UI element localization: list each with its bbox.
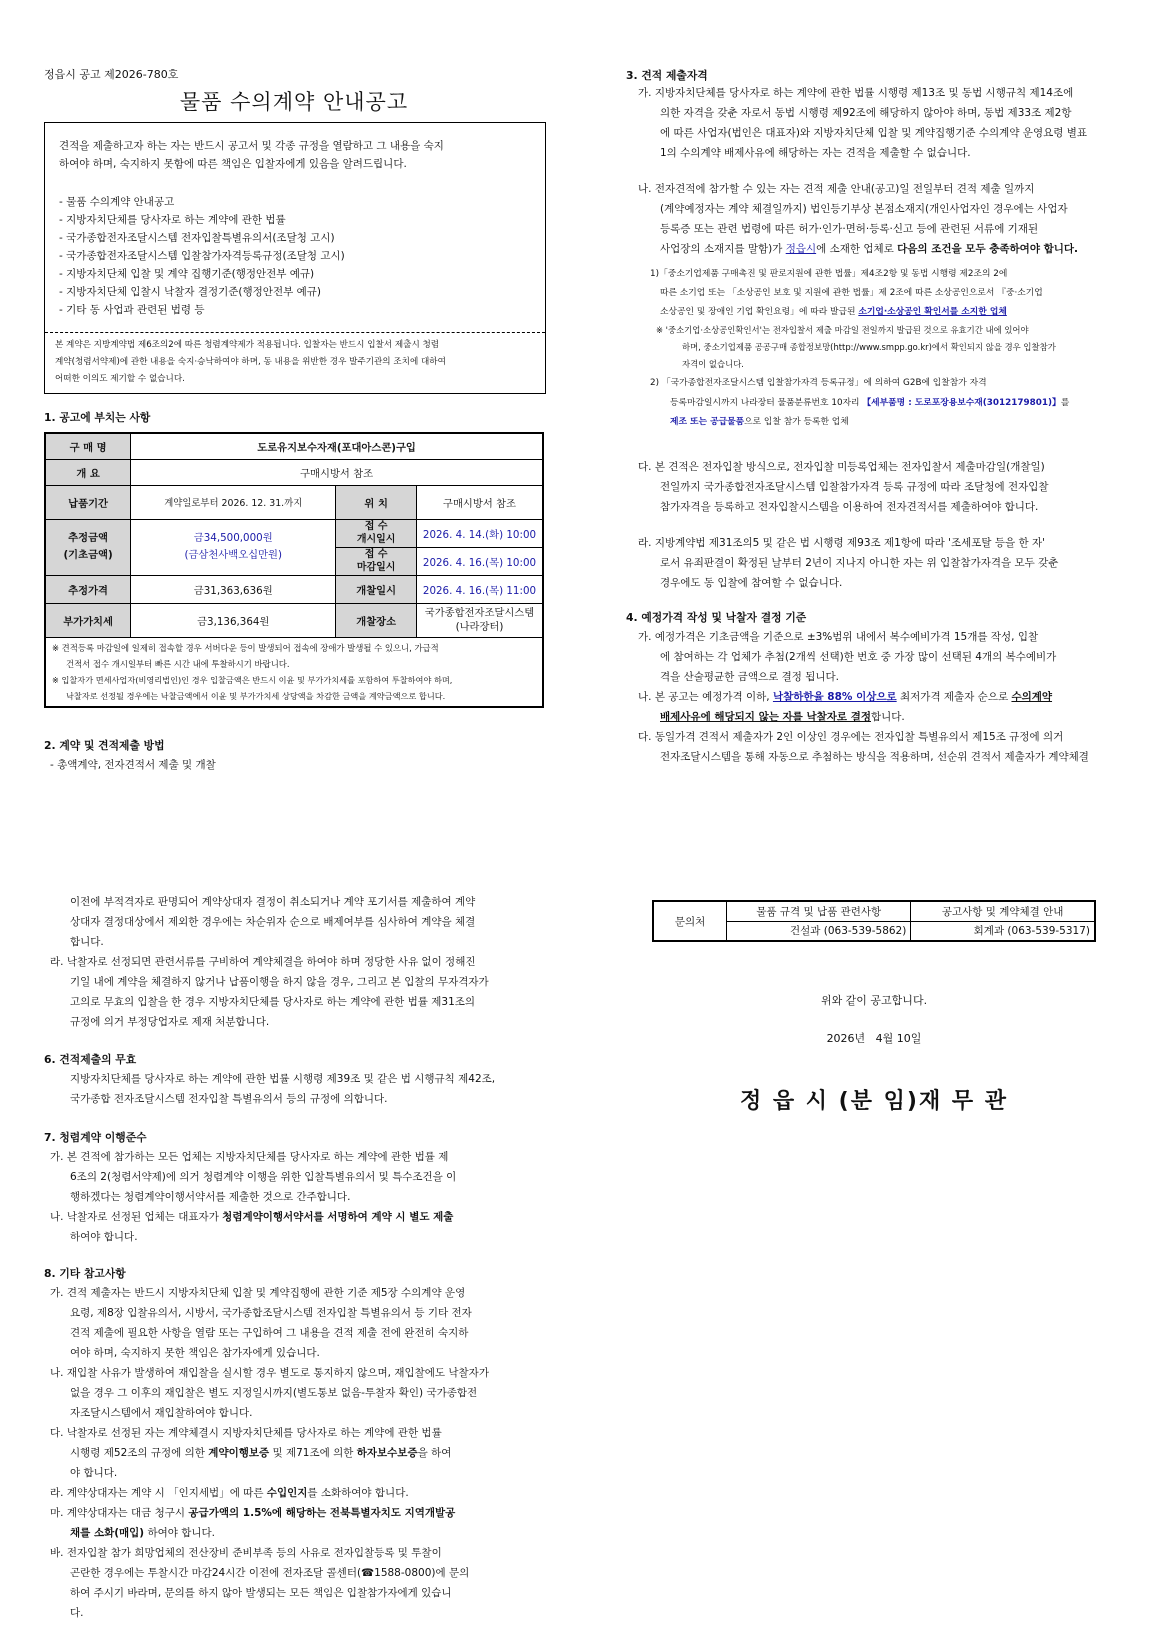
section-8-line: 곤란한 경우에는 투찰시간 마감24시간 이전에 전자조달 콜센터(☎1588-0800)에 문의 [70, 1567, 470, 1579]
opening-date: 2026. 4. 16.(목) 11:00 [416, 575, 543, 603]
text: 하여야 합니다. [144, 1527, 215, 1539]
location: 구매시방서 참조 [416, 485, 543, 519]
dashed-divider [45, 332, 545, 333]
contact-table [652, 900, 1096, 942]
estimated-price: 금31,363,636원 [131, 575, 336, 603]
section-3-line: 참가자격을 등록하고 전자입찰시스템을 이용하여 전자견적서를 제출하여야 합니다. [660, 501, 1039, 513]
section-6-line: 지방자치단체를 당사자로 하는 계약에 관한 법률 시행령 제39조 및 같은 법 시행규칙 제42조, [70, 1073, 496, 1085]
section-7-heading: 7. 청렴계약 이행준수 [44, 1131, 147, 1144]
overview: 구매시방서 참조 [131, 459, 543, 485]
contact-header: 물품 규격 및 납품 관련사항 [727, 901, 911, 921]
section-3-heading: 3. 견적 제출자격 [626, 69, 708, 82]
integrity-note: 어떠한 이의도 제기할 수 없습니다. [55, 374, 185, 384]
text: 라. 계약상대자는 계약 시 「인지세법」에 따른 [50, 1487, 267, 1499]
section-3-line: 나. 전자견적에 참가할 수 있는 자는 견적 제출 안내(공고)일 전일부터 견적 제출 일까지 [638, 183, 1035, 195]
section-7-line: 가. 본 견적에 참가하는 모든 업체는 지방자치단체를 당사자로 하는 계약에 관한 법률 제 [50, 1151, 449, 1163]
law-list-item: - 기타 동 사업과 관련된 법령 등 [59, 304, 205, 316]
label-vat: 부가가치세 [45, 603, 131, 637]
section-3-line: 에 따른 사업자(법인은 대표자)와 지방자치단체 입찰 및 계약집행기준 수의계약 운영요령 별표 [660, 127, 1088, 139]
label-purchase-name: 구 매 명 [45, 433, 131, 459]
bold-text: 공급가액의 1.5%에 해당하는 전북특별자치도 지역개발공 [188, 1507, 456, 1519]
text: 및 제71조에 의한 [269, 1447, 357, 1459]
note-line: 낙찰자로 선정될 경우에는 낙찰금액에서 이윤 및 부가가치세 상당액을 차감한 금액을 계약금액으로 합니다. [66, 690, 446, 701]
cont-ra-line: 규정에 의거 부정당업자로 제재 처분합니다. [70, 1016, 270, 1028]
highlight-text: 낙찰하한율 88% 이상으로 [772, 691, 897, 703]
estimated-amount [131, 519, 336, 575]
contact-header: 공고사항 및 계약체결 안내 [911, 901, 1095, 921]
bold-text: 청렴계약이행서약서를 서명하여 계약 시 별도 제출 [222, 1211, 454, 1223]
note-line: ※ 입찰자가 면세사업자(비영리법인)인 경우 입찰금액은 반드시 이윤 및 부가가치세를 포함하여 투찰하여야 하며, [52, 674, 453, 685]
law-list-item: - 물품 수의계약 안내공고 [59, 196, 175, 208]
intro-line: 견적을 제출하고자 하는 자는 반드시 공고서 및 각종 규정을 열람하고 그 내용을 숙지 [59, 140, 444, 152]
label-submission-open: 접 수 개시일시 [336, 519, 417, 547]
bold-text: 계약이행보증 [208, 1447, 270, 1459]
cont-ra-line: 라. 낙찰자로 선정되면 관련서류를 구비하여 계약체결을 하여야 하며 정당한 사유 없이 정해진 [50, 956, 476, 968]
condition-2-line3 [670, 414, 849, 431]
label-opening-place: 개찰장소 [336, 603, 417, 637]
section-8-line: 견적 제출에 필요한 사항을 열람 또는 구입하여 그 내용을 견적 제출 전에 완전히 숙지하 [70, 1327, 469, 1339]
note-line: 건적서 접수 개시일부터 빠른 시간 내에 투찰하시기 바랍니다. [66, 658, 290, 669]
section-6-heading: 6. 견적제출의 무효 [44, 1053, 137, 1066]
bold-text: 다음의 조건을 모두 충족하여야 합니다. [897, 243, 1079, 255]
section-8-line: 다. [70, 1607, 84, 1619]
highlight-text: 소기업·소상공인 확인서를 소지한 업체 [858, 307, 1007, 317]
section-4-line: 전자조달시스템을 통해 자동으로 추첨하는 방식을 적용하며, 선순위 견적서 제출자가 계약체결 [660, 751, 1089, 763]
condition-1-line: 따른 소기업 또는 「소상공인 보호 및 지원에 관한 법률」제 2조에 따른 소상공인으로서 『중·소기업 [660, 288, 1043, 298]
section-3-line: 라. 지방계약법 제31조의5 및 같은 법 시행령 제93조 제1항에 따라 '조세포탈 등을 한 자' [638, 537, 1046, 549]
section-8-line: 요령, 제8장 입찰유의서, 시방서, 국가종합조달시스템 전자입찰 특별유의서 등 기타 전자 [70, 1307, 472, 1319]
table-notes [45, 637, 543, 707]
text: 시행령 제52조의 규정에 의한 [70, 1447, 209, 1459]
label-estimated-price: 추정가격 [45, 575, 131, 603]
section-8-line: 가. 견적 제출자는 반드시 지방자치단체 입찰 및 계약집행에 관한 기준 제5장 수의계약 운영 [50, 1287, 466, 1299]
text: 마. 계약상대자는 대금 청구시 [50, 1507, 189, 1519]
condition-1-note: 하며, 중소기업제품 공공구매 종합정보망(http://www.smpp.go.kr)에서 확인되지 않을 경우 입찰참가 [682, 342, 1056, 352]
section-4-heading: 4. 예정가격 작성 및 낙찰자 결정 기준 [626, 611, 807, 624]
contact-value: 건설과 (063-539-5862) [727, 921, 911, 941]
text: 를 [1060, 398, 1070, 408]
page-title: 물품 수의계약 안내공고 [179, 90, 409, 114]
bold-text: 수입인지 [266, 1487, 308, 1499]
text: 나. 낙찰자로 선정된 업체는 대표자가 [50, 1211, 223, 1223]
condition-1-line: 1)「중소기업제품 구매촉진 및 판로지원에 관한 법률」제4조2항 및 동법 시행령 제2조의 2에 [650, 269, 1008, 279]
highlight-text: 【세부품명 : 도로포장용보수재(3012179801)】 [862, 398, 1061, 408]
submission-open: 2026. 4. 14.(화) 10:00 [416, 519, 543, 547]
section-8-line: 여야 하며, 숙지하지 못한 책임은 참가자에게 있습니다. [70, 1347, 320, 1359]
section-4-na2 [660, 708, 905, 727]
section-2-heading: 2. 계약 및 견적제출 방법 [44, 739, 165, 752]
text: 최저가격 제출자 순으로 [896, 691, 1012, 703]
bold-text: 채를 소화(매입) [70, 1527, 145, 1539]
label-opening-date: 개찰일시 [336, 575, 417, 603]
label-estimated-amount [45, 519, 131, 575]
cont-ra-line: 기일 내에 계약을 체결하지 않거나 납품이행을 하지 않을 경우, 그리고 본 입찰의 무자격자가 [70, 976, 489, 988]
intro-line: 하여야 하며, 숙지하지 못함에 따른 책임은 입찰자에게 있음을 알려드립니다. [59, 158, 407, 170]
section-8-heading: 8. 기타 참고사항 [44, 1267, 126, 1280]
condition-1-line3 [660, 304, 1007, 321]
estimated-amount-number: 금34,500,000원 [193, 532, 273, 544]
notice-number: 정읍시 공고 제2026-780호 [44, 68, 179, 81]
city-name: 정읍시 [785, 243, 817, 255]
contact-value: 회계과 (063-539-5317) [911, 921, 1095, 941]
section-4-line: 가. 예정가격은 기초금액을 기준으로 ±3%범위 내에서 복수예비가격 15개를 작성, 입찰 [638, 631, 1039, 643]
section-3-line: 로서 유죄판결이 확정된 날부터 2년이 지나지 아니한 자는 위 입찰참가자격을 모두 갖춘 [660, 557, 1059, 569]
estimated-amount-korean: (금삼천사백오십만원) [184, 549, 283, 561]
section-3-line: 가. 지방자치단체를 당사자로 하는 계약에 관한 법률 시행령 제13조 및 동법 시행규칙 제14조에 [638, 87, 1074, 99]
cont-line: 합니다. [70, 936, 104, 948]
section-7-na [50, 1208, 453, 1227]
section-3-line: 다. 본 견적은 전자입찰 방식으로, 전자입찰 미등록업체는 전자입찰서 제출마감일(개찰일) [638, 461, 1045, 473]
section-8-line: 하여 주시기 바라며, 문의를 하지 않아 발생되는 모든 책임은 입찰참가자에게 있습니 [70, 1587, 452, 1599]
law-list-item: - 국가종합전자조달시스템 입찰참가자격등록규정(조달청 고시) [59, 250, 345, 262]
section-3-line: 전일까지 국가종합전자조달시스템 입찰참가자격 등록 규정에 따라 조달청에 전자입찰 [660, 481, 1049, 493]
condition-1-note: 자격이 없습니다. [682, 359, 744, 369]
text: 등록마감일시까지 나라장터 물품분류번호 10자리 [670, 398, 863, 408]
bold-text: 하자보수보증 [356, 1447, 418, 1459]
delivery-period: 계약일로부터 2026. 12. 31.까지 [131, 485, 336, 519]
label-estimated-amount-2: (기초금액) [63, 549, 113, 561]
law-list-item: - 국가종합전자조달시스템 전자입찰특별유의서(조달청 고시) [59, 232, 335, 244]
section-8-ra [50, 1484, 409, 1503]
law-list-item: - 지방자치단체 입찰시 낙찰자 결정기준(행정안전부 예규) [59, 286, 321, 298]
text: 으로 입찰 참가 등록한 업체 [744, 417, 849, 427]
vat: 금3,136,364원 [131, 603, 336, 637]
label-delivery-period: 납품기간 [45, 485, 131, 519]
issue-date: 2026년 4월 10일 [826, 1032, 922, 1045]
text: 사업장의 소재지를 말함)가 [660, 243, 786, 255]
text: 를 소화하여야 합니다. [307, 1487, 409, 1499]
label-estimated-amount-1: 추정금액 [68, 532, 108, 544]
law-list-item: - 지방자치단체 입찰 및 계약 집행기준(행정안전부 예규) [59, 268, 315, 280]
condition-2-line: 2) 「국가종합전자조달시스템 입찰참가자격 등록규정」에 의하여 G2B에 입찰참가 자격 [650, 378, 987, 388]
label-location: 위 치 [336, 485, 417, 519]
section-6-line: 국가종합 전자조달시스템 전자입찰 특별유의서 등의 규정에 의합니다. [70, 1093, 388, 1105]
law-list-item: - 지방자치단체를 당사자로 하는 계약에 관한 법률 [59, 214, 286, 226]
section-8-ma [50, 1504, 455, 1523]
closing-text: 위와 같이 공고합니다. [820, 994, 928, 1007]
purchase-name: 도로유지보수자재(포대아스콘)구입 [131, 433, 543, 459]
section-8-ma2 [70, 1524, 215, 1543]
section-3-line: (계약예정자는 계약 체결일까지) 법인등기부상 본점소재지(개인사업자인 경우에는 사업자 [660, 203, 1068, 215]
section-8-line: 바. 전자입찰 참가 희망업체의 전산장비 준비부족 등의 사유로 전자입찰등록 및 투찰이 [50, 1547, 442, 1559]
section-3-line: 1의 수의계약 배제사유에 해당하는 자는 견적을 제출할 수 없습니다. [660, 147, 971, 159]
section-8-line: 나. 재입찰 사유가 발생하여 재입찰을 실시할 경우 별도로 통지하지 않으며, 재입찰에도 낙찰자가 [50, 1367, 489, 1379]
text: 에 소재한 업체로 [816, 243, 898, 255]
text: 나. 본 공고는 예정가격 이하, [638, 691, 773, 703]
section-4-line: 격을 산술평균한 금액으로 결정 됩니다. [660, 671, 839, 683]
section-7-line: 하여야 합니다. [70, 1231, 138, 1243]
submission-close: 2026. 4. 16.(목) 10:00 [416, 547, 543, 575]
section-8-line: 야 합니다. [70, 1467, 118, 1479]
text: 합니다. [871, 711, 905, 723]
contact-label: 문의처 [653, 901, 727, 941]
section-3-line: 의한 자격을 갖춘 자로서 동법 시행령 제92조에 해당하지 않아야 하며, 동법 제33조 제2항 [660, 107, 1072, 119]
section-7-line: 6조의 2(청렴서약제)에 의거 청렴계약 이행을 위한 입찰특별유의서 및 특수조건을 이 [70, 1171, 457, 1183]
text: 을 하여 [417, 1447, 452, 1459]
cont-line: 상대자 결정대상에서 제외한 경우에는 차순위자 순으로 배제여부를 심사하여 계약을 체결 [70, 916, 476, 928]
integrity-note: 본 계약은 지방계약법 제6조의2에 따른 청렴계약제가 적용됩니다. 입찰자는 반드시 입찰서 제출시 청렴 [55, 340, 440, 350]
section-8-line: 자조달시스템에서 재입찰하여야 합니다. [70, 1407, 253, 1419]
section-8-line: 다. 낙찰자로 선정된 자는 계약체결시 지방자치단체를 당사자로 하는 계약에 관한 법률 [50, 1427, 442, 1439]
section-7-line: 행하겠다는 청렴계약이행서약서를 제출한 것으로 간주합니다. [70, 1191, 351, 1203]
opening-place: 국가종합전자조달시스템 (나라장터) [416, 603, 543, 637]
signature: 정 읍 시 (분 임)재 무 관 [739, 1089, 1009, 1114]
cont-line: 이전에 부적격자로 판명되어 계약상대자 결정이 취소되거나 계약 포기서를 제출하여 계약 [70, 896, 476, 908]
note-line: ※ 견적등록 마감일에 일제히 접속할 경우 서버다운 등이 발생되어 접속에 장애가 발생될 수 있으니, 가급적 [52, 642, 439, 653]
bold-text: 배제사유에 해당되지 않는 자를 낙찰자로 결정 [660, 711, 871, 723]
section-3-line: 등록증 또는 관련 법령에 따른 허가·인가·면허·등록·신고 등에 관련된 서류에 기재된 [660, 223, 1039, 235]
section-4-line: 에 참여하는 각 업체가 추첨(2개씩 선택)한 번호 중 가장 많이 선택된 4개의 복수예비가 [660, 651, 1057, 663]
bid-info-table [44, 432, 544, 708]
section-8-da2 [70, 1444, 451, 1463]
bold-text: 수의계약 [1011, 691, 1053, 703]
section-1-heading: 1. 공고에 부치는 사항 [44, 411, 151, 424]
section-4-line: 다. 동일가격 견적서 제출자가 2인 이상인 경우에는 전자입찰 특별유의서 제15조 규정에 의거 [638, 731, 1064, 743]
highlight-text: 제조 또는 공급물품 [670, 417, 745, 427]
integrity-note: 계약(청렴서약제)에 관한 내용을 숙지·승낙하여야 하며, 동 내용을 위반한 경우 발주기관의 조치에 대하여 [55, 357, 446, 367]
section-8-line: 없을 경우 그 이후의 재입찰은 별도 지정일시까지(별도통보 없음-투찰자 확인) 국가종합전 [70, 1387, 478, 1399]
text: 소상공인 및 장애인 기업 확인요령」에 따라 발급된 [660, 307, 859, 317]
section-3-na4 [660, 240, 1078, 259]
section-3-line: 경우에도 동 입찰에 참여할 수 없습니다. [660, 577, 843, 589]
condition-1-note: ※ '중소기업·소상공인확인서'는 전자입찰서 제출 마감일 전일까지 발급된 것으로 유효기간 내에 있어야 [656, 325, 1029, 335]
label-overview: 개 요 [45, 459, 131, 485]
section-4-na1 [638, 688, 1052, 707]
cont-ra-line: 고의로 무효의 입찰을 한 경우 지방자치단체를 당사자로 하는 계약에 관한 법률 제31조의 [70, 996, 476, 1008]
section-2-text: - 총액계약, 전자견적서 제출 및 개찰 [50, 759, 216, 771]
label-submission-close: 접 수 마감일시 [336, 547, 417, 575]
condition-2-line2 [670, 395, 1069, 412]
intro-box [44, 122, 546, 394]
